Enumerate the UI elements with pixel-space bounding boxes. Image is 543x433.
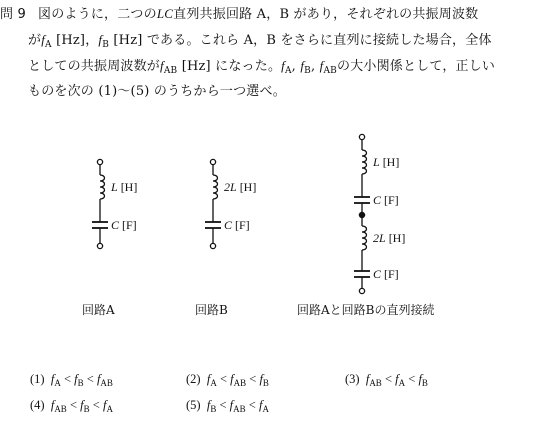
terminal-icon	[359, 288, 364, 293]
choice-4[interactable]: (4) $f_{AB} < f_B < f_A$	[30, 398, 113, 414]
circuit-ab-inductor2-label: 2L [H]	[373, 231, 406, 245]
circuit-a-caption: 回路A	[82, 303, 115, 317]
circuit-b-schematic	[205, 159, 221, 248]
terminal-icon	[359, 134, 364, 139]
inductor-icon	[213, 175, 218, 199]
terminal-icon	[210, 243, 215, 248]
terminal-icon	[97, 159, 102, 164]
circuit-a-capacitor-label: C [F]	[111, 218, 137, 232]
question-line-1: 問 9 図のように，二つのLC直列共振回路 A，B があり，それぞれの共振周波数	[0, 6, 479, 22]
choice-1[interactable]: (1) $f_A < f_B < f_{AB}$	[30, 372, 113, 388]
question-line-2: が$f_A$ [Hz]，$f_B$ [Hz] である。これら A，B をさらに直列に接続した場合，全体	[28, 32, 492, 50]
circuit-a-schematic	[92, 159, 108, 248]
circuit-ab-inductor1-label: L [H]	[373, 155, 400, 169]
terminal-icon	[97, 243, 102, 248]
circuit-b-capacitor-label: C [F]	[224, 218, 250, 232]
inductor-icon	[362, 150, 367, 174]
choice-5[interactable]: (5) $f_B < f_{AB} < f_A$	[186, 398, 269, 414]
inductor-icon	[100, 175, 105, 199]
question-line-4: ものを次の (1)～(5) のうちから一つ選べ。	[28, 84, 286, 99]
inductor-icon	[362, 226, 367, 250]
circuit-ab-capacitor2-label: C [F]	[373, 267, 399, 281]
question-number: 問 9	[0, 7, 27, 22]
circuit-ab-caption: 回路Aと回路Bの直列接続	[297, 303, 435, 317]
question-line-3: としての共振周波数が$f_{AB}$ [Hz] になった。$f_A$, $f_B$, $f_{AB}$の大小関係として，正しい	[28, 58, 496, 76]
circuit-ab-capacitor1-label: C [F]	[373, 193, 399, 207]
circuit-ab-schematic	[354, 134, 370, 293]
circuit-a-inductor-label: L [H]	[111, 180, 138, 194]
circuit-b-caption: 回路B	[195, 303, 228, 317]
choice-3[interactable]: (3) $f_{AB} < f_A < f_B$	[345, 372, 428, 388]
terminal-icon	[210, 159, 215, 164]
choice-2[interactable]: (2) $f_A < f_{AB} < f_B$	[186, 372, 269, 388]
circuit-b-inductor-label: 2L [H]	[224, 180, 257, 194]
